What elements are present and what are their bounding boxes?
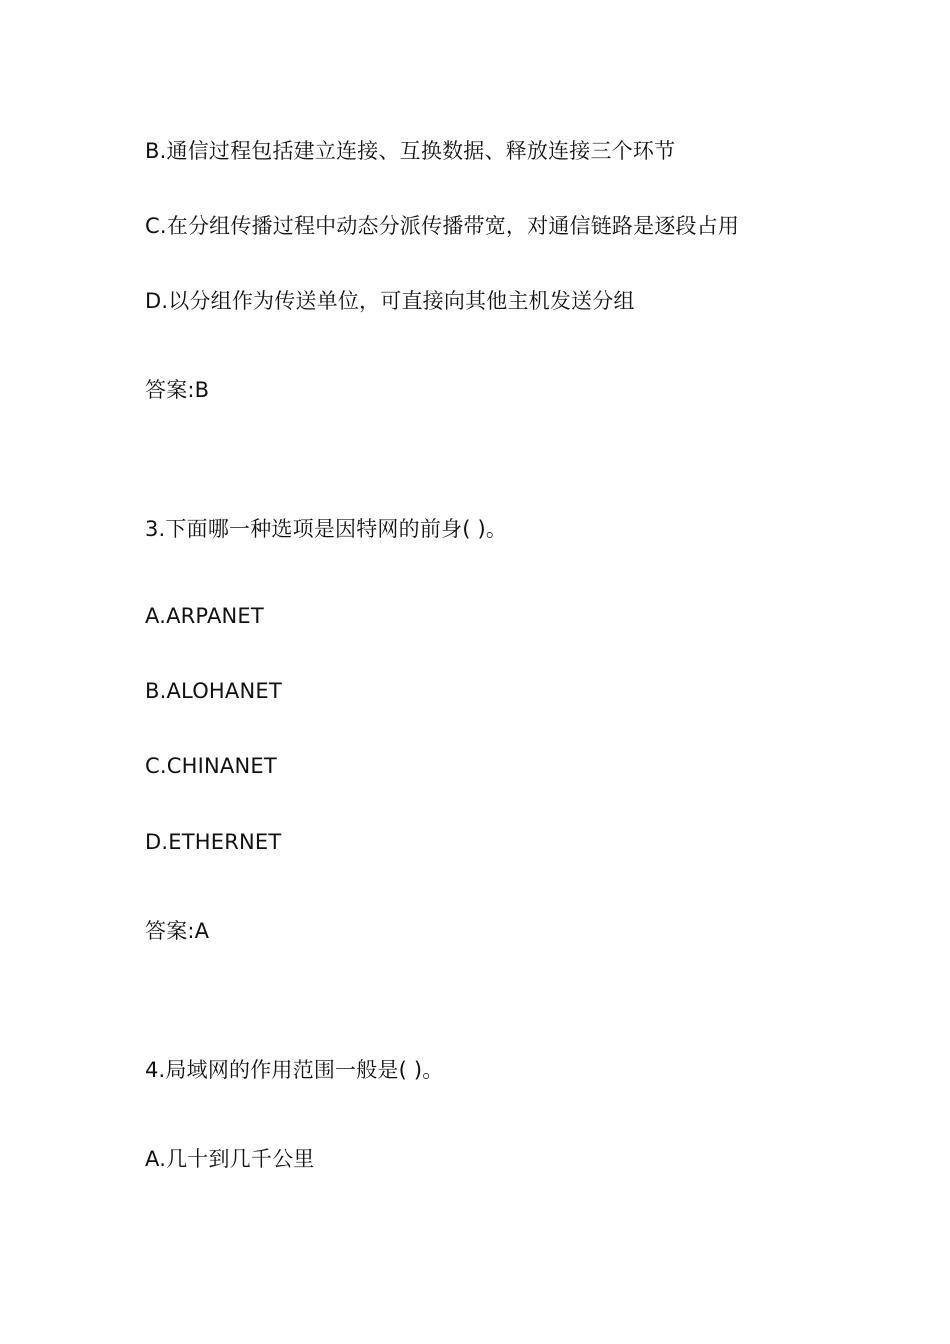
q2-option-c: C.在分组传播过程中动态分派传播带宽，对通信链路是逐段占用 [145, 214, 740, 238]
q3-answer: 答案:A [145, 919, 210, 943]
q3-option-c: C.CHINANET [145, 754, 277, 778]
q3-option-a: A.ARPANET [145, 604, 264, 628]
q3-option-b: B.ALOHANET [145, 679, 282, 703]
q2-option-d: D.以分组作为传送单位，可直接向其他主机发送分组 [145, 289, 635, 313]
q4-option-a: A.几十到几千公里 [145, 1147, 315, 1171]
q3-question: 3.下面哪一种选项是因特网的前身( )。 [145, 517, 508, 541]
q2-answer: 答案:B [145, 378, 210, 402]
q2-option-b: B.通信过程包括建立连接、互换数据、释放连接三个环节 [145, 139, 676, 163]
q4-question: 4.局域网的作用范围一般是( )。 [145, 1058, 444, 1082]
q3-option-d: D.ETHERNET [145, 830, 282, 854]
